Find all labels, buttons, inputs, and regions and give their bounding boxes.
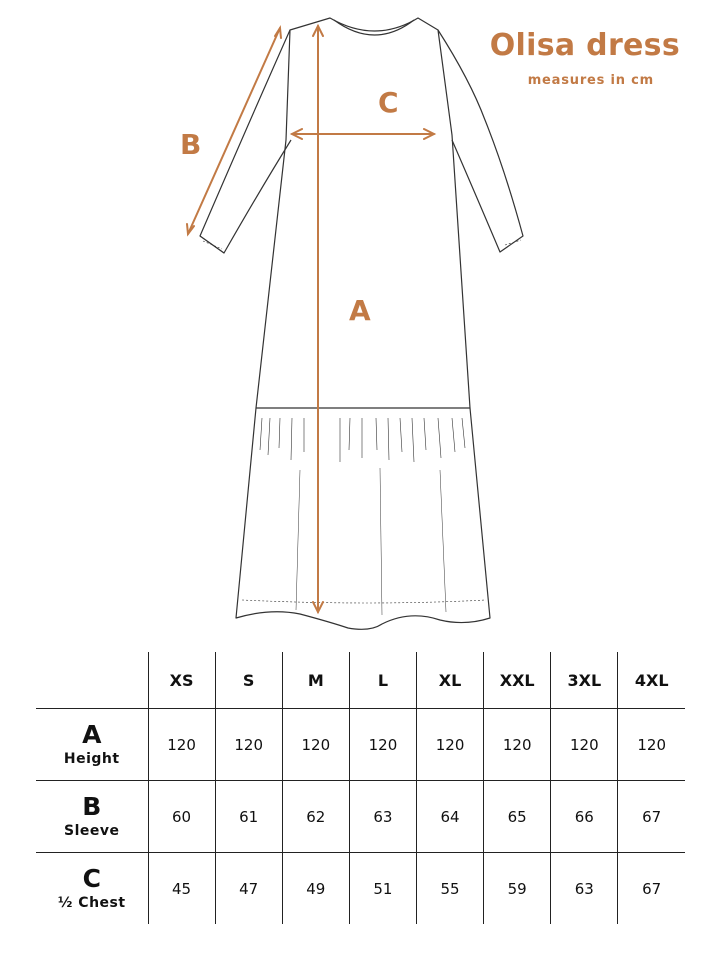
table-cell: 51 xyxy=(349,853,416,925)
size-header: S xyxy=(215,652,282,709)
table-cell: 60 xyxy=(148,781,215,853)
row-name: Sleeve xyxy=(64,822,120,839)
table-cell: 61 xyxy=(215,781,282,853)
table-cell: 45 xyxy=(148,853,215,925)
arrow-b xyxy=(188,28,280,234)
dimension-label-b: B xyxy=(180,128,202,161)
table-cell: 120 xyxy=(551,709,618,781)
table-cell: 63 xyxy=(349,781,416,853)
size-chart-table xyxy=(36,652,685,924)
row-letter: C xyxy=(82,863,101,893)
table-cell: 62 xyxy=(282,781,349,853)
table-row-sleeve xyxy=(36,781,685,853)
size-header-row xyxy=(36,652,685,709)
product-title: Olisa dress xyxy=(489,28,680,63)
row-name: Height xyxy=(63,750,120,767)
table-cell: 120 xyxy=(618,709,685,781)
size-header: XXL xyxy=(484,652,551,709)
table-cell: 120 xyxy=(282,709,349,781)
table-cell: 63 xyxy=(551,853,618,925)
size-header: XL xyxy=(417,652,484,709)
row-label xyxy=(36,853,148,925)
size-header: L xyxy=(349,652,416,709)
table-cell: 55 xyxy=(417,853,484,925)
size-header: 4XL xyxy=(618,652,685,709)
size-header: 3XL xyxy=(551,652,618,709)
row-letter: B xyxy=(82,791,102,821)
dimension-label-a: A xyxy=(349,294,371,327)
table-cell: 47 xyxy=(215,853,282,925)
table-cell: 120 xyxy=(349,709,416,781)
table-row-height xyxy=(36,709,685,781)
row-name: ½ Chest xyxy=(57,894,126,911)
table-cell: 64 xyxy=(417,781,484,853)
size-header: M xyxy=(282,652,349,709)
row-letter: A xyxy=(82,719,102,749)
row-label xyxy=(36,709,148,781)
table-cell: 59 xyxy=(484,853,551,925)
table-cell: 65 xyxy=(484,781,551,853)
table-row-chest xyxy=(36,853,685,925)
table-corner xyxy=(36,652,148,709)
table-cell: 120 xyxy=(148,709,215,781)
units-subtitle: measures in cm xyxy=(527,73,654,88)
dimension-label-c: C xyxy=(378,86,399,119)
table-cell: 67 xyxy=(618,853,685,925)
table-cell: 120 xyxy=(484,709,551,781)
table-cell: 67 xyxy=(618,781,685,853)
table-cell: 120 xyxy=(417,709,484,781)
table-cell: 66 xyxy=(551,781,618,853)
table-cell: 49 xyxy=(282,853,349,925)
row-label xyxy=(36,781,148,853)
table-cell: 120 xyxy=(215,709,282,781)
size-header: XS xyxy=(148,652,215,709)
